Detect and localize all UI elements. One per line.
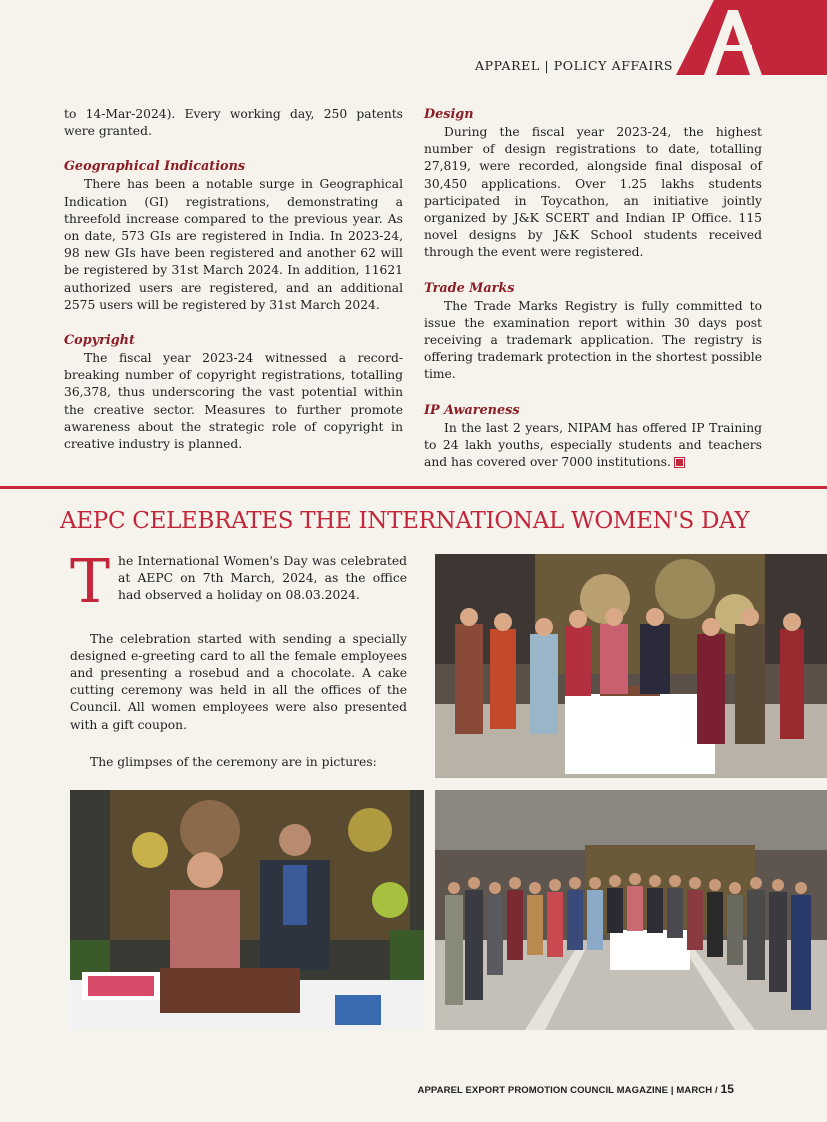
article-paragraph-3: The glimpses of the ceremony are in pictures: [90,754,377,769]
page-footer [418,1082,734,1096]
drop-cap: T [70,547,111,617]
section-divider [0,486,827,489]
magazine-logo [676,0,827,75]
photo-women-group [435,554,827,778]
design-paragraph: During the fiscal year 2023-24, the highest number of design registrations to date, totalling 27,819, were recorded, alongside final disposal of 30,450 applications. Over 1.25 lakhs students participated in Toycathon, an initiative jointly organized by J&K SCERT and Indian IP Office. 115 novel designs by J&K School students received through the event were registered. [424,125,762,260]
article-title: AEPC CELEBRATES THE INTERNATIONAL WOMEN'S DAY [60,508,750,534]
article-paragraph-2: The celebration started with sending a specially designed e-greeting card to all the female employees and presenting a rosebud and a chocolate. A cake cutting ceremony was held in all the offices of the Council. All women employees were also presented with a gift coupon. [70,631,407,732]
article-paragraph-1-text: he International Women's Day was celebrated at AEPC on 7th March, 2024, as the office had observed a holiday on 08.03.2024. [118,554,407,603]
copyright-heading: Copyright [64,333,135,349]
right-column [424,106,762,471]
trademarks-heading: Trade Marks [424,280,515,296]
ip-awareness-paragraph [424,420,762,472]
ip-awareness-text: In the last 2 years, NIPAM has offered IP Training to 24 lakh youths, especially students and teachers and has covered over 7000 institutions. [424,420,762,470]
page-number: 15 [720,1082,734,1096]
design-heading: Design [424,107,474,122]
gi-heading: Geographical Indications [64,159,246,175]
ip-awareness-heading: IP Awareness [424,402,520,418]
photo-staff-group [435,790,827,1030]
copyright-paragraph: The fiscal year 2023-24 witnessed a record-breaking number of copyright registrations, totalling 36,378, thus underscoring the vast potential within the creative sector. Measures to further promote awareness about the strategic role of copyright in creative industry is planned. [64,351,403,452]
photo-cake-cutting [70,790,424,1030]
trademarks-paragraph: The Trade Marks Registry is fully committed to issue the examination report within 30 days post receiving a trademark application. The registry is offering trademark protection in the shortest possible time. [424,298,762,382]
footer-text: APPAREL EXPORT PROMOTION COUNCIL MAGAZINE | MARCH / [417,1085,721,1096]
article-body [70,547,407,771]
left-column [64,106,403,453]
gi-paragraph: There has been a notable surge in Geographical Indication (GI) registrations, demonstrating a threefold increase compared to the previous year. As on date, 573 GIs are registered in India. In 2023-24, 98 new GIs have been registered and another 62 will be registered by 31st March 2024. In addition, 11621 authorized users are registered, and an additional 2575 users will be registered by 31st March 2024. [64,177,403,312]
end-of-article-icon [675,458,684,467]
article-paragraph-1 [70,547,407,617]
intro-paragraph: to 14-Mar-2024). Every working day, 250 patents were granted. [64,107,403,139]
section-header: APPAREL | POLICY AFFAIRS [475,58,674,73]
